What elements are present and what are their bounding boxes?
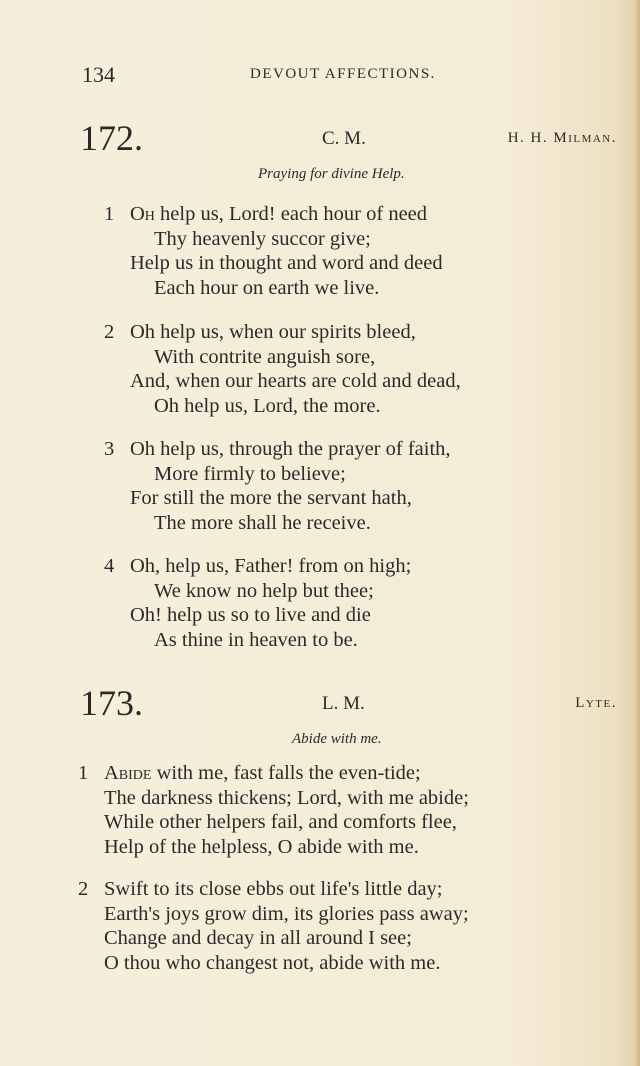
- page-edge: [634, 0, 640, 1066]
- verse-number: 3: [104, 438, 115, 460]
- verse-line: O thou who changest not, abide with me.: [104, 951, 441, 974]
- verse-number: 2: [104, 321, 115, 343]
- hymn-author: Lyte.: [575, 695, 617, 711]
- verse-line: 2 Swift to its close ebbs out life's little day;: [78, 878, 443, 900]
- first-word: Oh: [130, 203, 155, 225]
- stanza: [78, 761, 469, 859]
- verse-line: Help of the helpless, O abide with me.: [104, 835, 419, 858]
- verse-line: The darkness thickens; Lord, with me abide;: [104, 786, 469, 809]
- verse-line: Oh help us, Lord, the more.: [154, 394, 381, 417]
- hymn-title: Abide with me.: [292, 731, 382, 747]
- verse-line: With contrite anguish sore,: [154, 345, 376, 368]
- hymn-number: 172.: [80, 118, 143, 158]
- verse-line: Each hour on earth we live.: [154, 276, 380, 299]
- verse-number: 2: [78, 878, 89, 900]
- verse-line: Thy heavenly succor give;: [154, 227, 371, 250]
- hymn-meter: L. M.: [322, 693, 365, 714]
- hymn-number: 173.: [80, 683, 143, 723]
- verse-line: More firmly to believe;: [154, 462, 346, 485]
- verse-line: While other helpers fail, and comforts flee,: [104, 811, 457, 833]
- verse-number: 1: [104, 203, 115, 225]
- stanza: [104, 202, 443, 300]
- verse-line: Change and decay in all around I see;: [104, 927, 412, 949]
- verse-line: 2 Oh help us, when our spirits bleed,: [104, 321, 416, 343]
- stanza: [78, 877, 469, 975]
- verse-line: 4 Oh, help us, Father! from on high;: [104, 555, 412, 577]
- stanza: [104, 320, 461, 418]
- verse-line: Earth's joys grow dim, its glories pass away;: [104, 902, 469, 925]
- verse-line: We know no help but thee;: [154, 579, 374, 602]
- verse-number: 4: [104, 555, 115, 577]
- verse-line: As thine in heaven to be.: [154, 628, 358, 651]
- verse-line: Help us in thought and word and deed: [130, 252, 443, 274]
- verse-line: For still the more the servant hath,: [130, 487, 412, 509]
- verse-line: 1 Oh help us, Lord! each hour of need: [104, 203, 428, 225]
- verse-line: And, when our hearts are cold and dead,: [130, 370, 461, 392]
- verse-line: The more shall he receive.: [154, 511, 371, 534]
- stanza: [104, 554, 411, 652]
- verse-line: 3 Oh help us, through the prayer of faith,: [104, 438, 451, 460]
- hymn-title: Praying for divine Help.: [258, 166, 405, 182]
- hymn-header: [80, 118, 617, 162]
- hymn-meter: C. M.: [322, 128, 366, 149]
- page-number: 134: [82, 62, 115, 87]
- verse-line: Oh! help us so to live and die: [130, 604, 371, 626]
- verse-line: 1 Abide with me, fast falls the even-tide;: [78, 762, 421, 784]
- first-word: Abide: [104, 762, 152, 784]
- hymn-header: [80, 683, 617, 727]
- running-title: DEVOUT AFFECTIONS.: [250, 66, 436, 82]
- hymn-author: H. H. Milman.: [507, 130, 617, 146]
- stanza: [104, 437, 451, 535]
- running-header: [82, 62, 617, 90]
- verse-number: 1: [78, 762, 89, 784]
